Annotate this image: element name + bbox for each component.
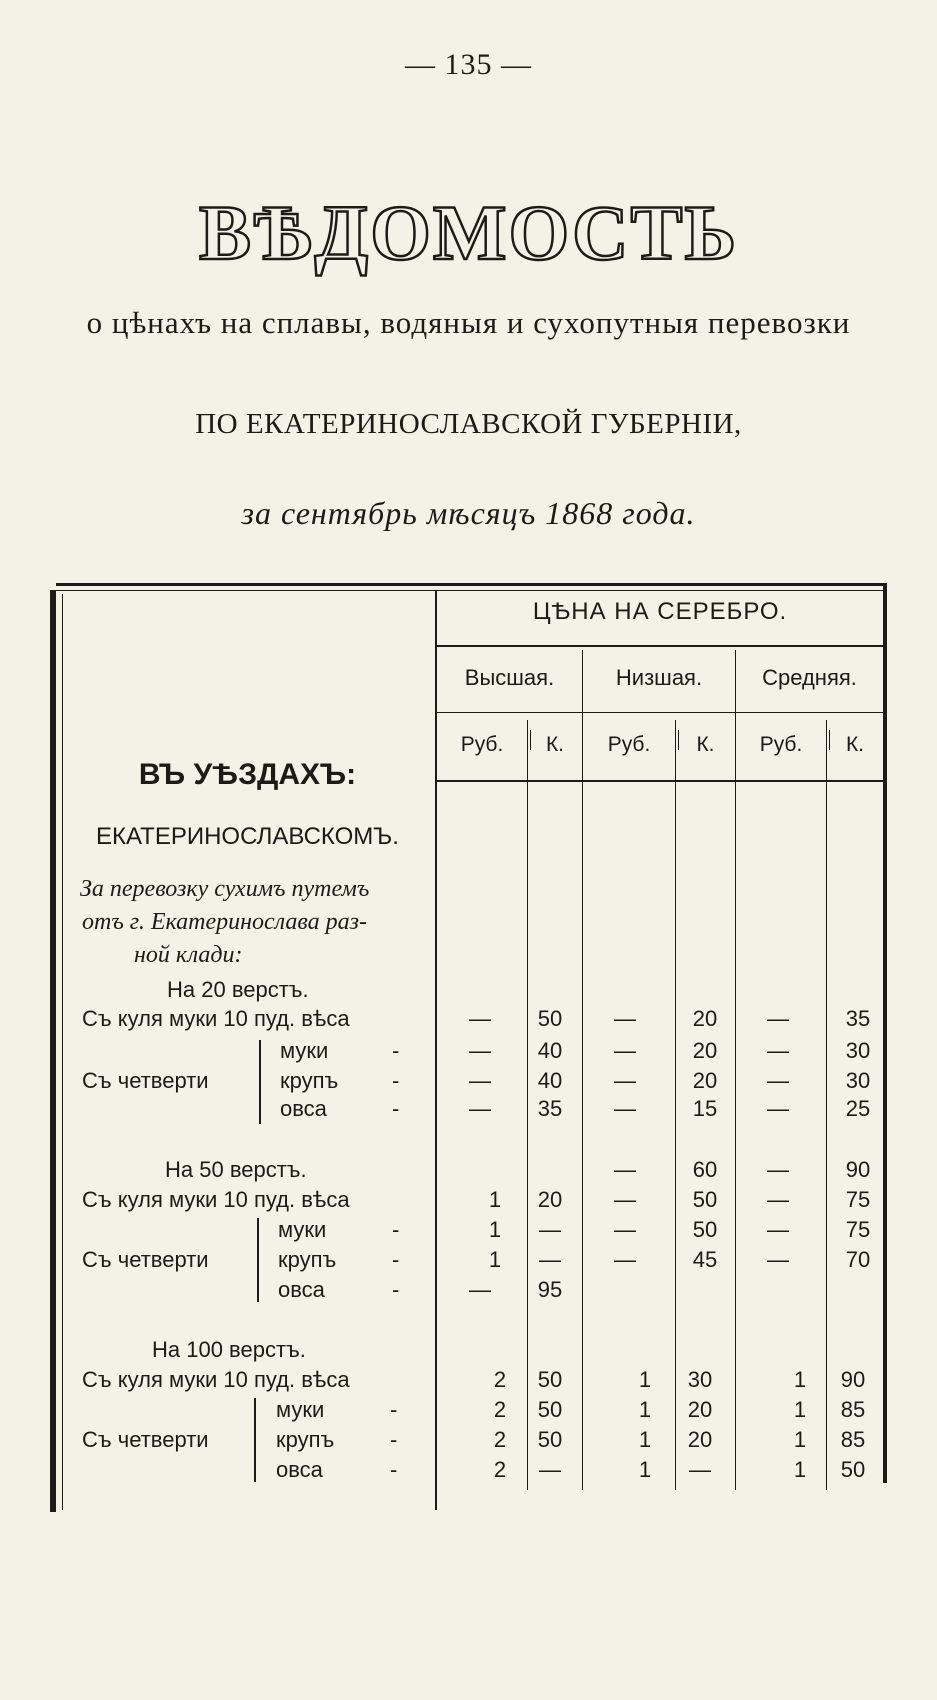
row-dash: - — [392, 1068, 400, 1093]
avg-kop: 30 — [845, 1068, 871, 1093]
low-kop: 15 — [692, 1096, 718, 1121]
row-dash: - — [390, 1457, 398, 1482]
high-rub: — — [469, 1277, 491, 1302]
high-rub: 2 — [493, 1397, 507, 1422]
high-rub: 1 — [488, 1247, 502, 1272]
note-line: ной клади: — [134, 942, 243, 968]
row-label: Съ куля муки 10 пуд. вѣса — [82, 1367, 350, 1392]
low-rub: — — [614, 1247, 636, 1272]
avg-rub: 1 — [793, 1397, 807, 1422]
row-label: муки — [280, 1038, 329, 1063]
table-row — [0, 1187, 937, 1217]
header-rule — [437, 645, 883, 647]
high-rub: 1 — [488, 1217, 502, 1242]
low-kop: 45 — [692, 1247, 718, 1272]
low-kop: 60 — [692, 1157, 718, 1182]
row-dash: - — [392, 1038, 400, 1063]
avg-kop: 90 — [840, 1367, 866, 1392]
row-dash: - — [390, 1397, 398, 1422]
low-rub: — — [614, 1217, 636, 1242]
row-label: Съ куля муки 10 пуд. вѣса — [82, 1006, 350, 1031]
unit-kop: К. — [845, 733, 865, 756]
high-rub: — — [469, 1068, 491, 1093]
avg-rub: 1 — [793, 1457, 807, 1482]
avg-rub: — — [767, 1006, 789, 1031]
high-kop: — — [539, 1457, 561, 1482]
table-top-rule — [56, 583, 886, 586]
row-label: муки — [278, 1217, 327, 1242]
table-top-rule-thin — [56, 590, 886, 591]
category-rule — [437, 712, 883, 713]
high-kop: 40 — [537, 1068, 563, 1093]
table-row — [0, 1038, 937, 1068]
avg-rub: — — [767, 1068, 789, 1093]
high-kop: 35 — [537, 1096, 563, 1121]
low-rub: 1 — [638, 1457, 652, 1482]
table-row — [0, 1247, 937, 1277]
low-rub: — — [614, 1006, 636, 1031]
high-rub: — — [469, 1006, 491, 1031]
row-label: Съ куля муки 10 пуд. вѣса — [82, 1187, 350, 1212]
high-rub: 2 — [493, 1427, 507, 1452]
row-dash: - — [392, 1217, 400, 1242]
low-rub: — — [614, 1068, 636, 1093]
low-kop: 50 — [692, 1187, 718, 1212]
table-row — [0, 1277, 937, 1307]
brace-label: Съ четверти — [82, 1427, 209, 1452]
unit-rub: Руб. — [460, 733, 504, 756]
table-row — [0, 1397, 937, 1427]
table-row — [0, 1217, 937, 1247]
row-dash: - — [392, 1096, 400, 1121]
low-kop: 20 — [692, 1068, 718, 1093]
category-lowest: Низшая. — [615, 665, 703, 690]
price-header: ЦѢНА НА СЕРЕБРО. — [532, 598, 788, 625]
avg-kop: 85 — [840, 1397, 866, 1422]
subtitle-line-3: за сентябрь мѣсяцъ 1868 года. — [241, 495, 696, 531]
high-kop: 50 — [537, 1367, 563, 1392]
low-rub: — — [614, 1157, 636, 1182]
avg-rub: — — [767, 1187, 789, 1212]
avg-rub: — — [767, 1096, 789, 1121]
low-rub: 1 — [638, 1397, 652, 1422]
high-kop: 50 — [537, 1006, 563, 1031]
row-label: овса — [276, 1457, 323, 1482]
high-kop: 50 — [537, 1427, 563, 1452]
row-label: овса — [280, 1096, 327, 1121]
brace-label: Съ четверти — [82, 1247, 209, 1272]
district-title: ВЪ УѢЗДАХЪ: — [138, 758, 357, 791]
high-kop: 95 — [537, 1277, 563, 1302]
note-line: За перевозку сухимъ путемъ — [80, 876, 370, 902]
avg-rub: — — [767, 1038, 789, 1063]
category-highest: Высшая. — [464, 665, 555, 690]
transport-note — [80, 873, 420, 972]
section-heading: На 50 верстъ. — [165, 1157, 307, 1182]
avg-kop: 85 — [840, 1427, 866, 1452]
table-row — [0, 1457, 937, 1487]
subtitle-line-1: о цѣнахъ на сплавы, водяныя и сухопутныя перевозки — [86, 305, 851, 340]
avg-rub: — — [767, 1247, 789, 1272]
document-title: ВѢДОМОСТЬ — [198, 189, 739, 276]
low-rub: — — [614, 1187, 636, 1212]
low-kop: 30 — [687, 1367, 713, 1392]
low-rub: 1 — [638, 1427, 652, 1452]
avg-rub: — — [767, 1157, 789, 1182]
table-row — [0, 1157, 937, 1187]
row-label: овса — [278, 1277, 325, 1302]
unit-kop: К. — [696, 733, 715, 756]
table-row — [0, 1068, 937, 1098]
low-kop: 20 — [687, 1427, 713, 1452]
unit-rub: Руб. — [607, 733, 651, 756]
category-average: Средняя. — [762, 665, 857, 690]
table-row — [0, 1006, 937, 1036]
low-rub: — — [614, 1096, 636, 1121]
low-kop: 50 — [692, 1217, 718, 1242]
subtitle-line-2: ПО ЕКАТЕРИНОСЛАВСКОЙ ГУБЕРНІИ, — [195, 408, 742, 440]
district-name: ЕКАТЕРИНОСЛАВСКОМЪ. — [96, 823, 399, 850]
avg-kop: 35 — [845, 1006, 871, 1031]
section-heading: На 20 верстъ. — [167, 977, 309, 1002]
avg-kop: 75 — [845, 1187, 871, 1212]
page-number: — 135 — — [405, 48, 532, 81]
low-rub: — — [614, 1038, 636, 1063]
low-kop: 20 — [687, 1397, 713, 1422]
avg-kop: 25 — [845, 1096, 871, 1121]
row-label: крупъ — [278, 1247, 337, 1272]
high-kop: 50 — [537, 1397, 563, 1422]
avg-rub: 1 — [793, 1367, 807, 1392]
section-heading: На 100 верстъ. — [152, 1337, 306, 1362]
row-label: крупъ — [276, 1427, 335, 1452]
units-rule — [437, 780, 883, 782]
brace-label: Съ четверти — [82, 1068, 209, 1093]
avg-kop: 75 — [845, 1217, 871, 1242]
avg-rub: 1 — [793, 1427, 807, 1452]
avg-rub: — — [767, 1217, 789, 1242]
high-rub: 1 — [488, 1187, 502, 1212]
row-label: крупъ — [280, 1068, 339, 1093]
table-row — [0, 1096, 937, 1126]
high-kop: 20 — [537, 1187, 563, 1212]
high-kop: 40 — [537, 1038, 563, 1063]
high-rub: 2 — [493, 1457, 507, 1482]
high-rub: 2 — [493, 1367, 507, 1392]
table-row — [0, 1367, 937, 1397]
high-rub: — — [469, 1096, 491, 1121]
high-kop: — — [539, 1247, 561, 1272]
low-rub: 1 — [638, 1367, 652, 1392]
low-kop: — — [689, 1457, 711, 1482]
low-kop: 20 — [692, 1006, 718, 1031]
row-dash: - — [390, 1427, 398, 1452]
high-kop: — — [539, 1217, 561, 1242]
unit-kop: К. — [545, 733, 565, 756]
high-rub: — — [469, 1038, 491, 1063]
note-line: отъ г. Екатеринослава раз- — [82, 909, 368, 935]
avg-kop: 90 — [845, 1157, 871, 1182]
row-label: муки — [276, 1397, 325, 1422]
row-dash: - — [392, 1277, 400, 1302]
avg-kop: 30 — [845, 1038, 871, 1063]
table-row — [0, 1427, 937, 1457]
low-kop: 20 — [692, 1038, 718, 1063]
avg-kop: 50 — [840, 1457, 866, 1482]
unit-rub: Руб. — [759, 733, 803, 756]
avg-kop: 70 — [845, 1247, 871, 1272]
row-dash: - — [392, 1247, 400, 1272]
